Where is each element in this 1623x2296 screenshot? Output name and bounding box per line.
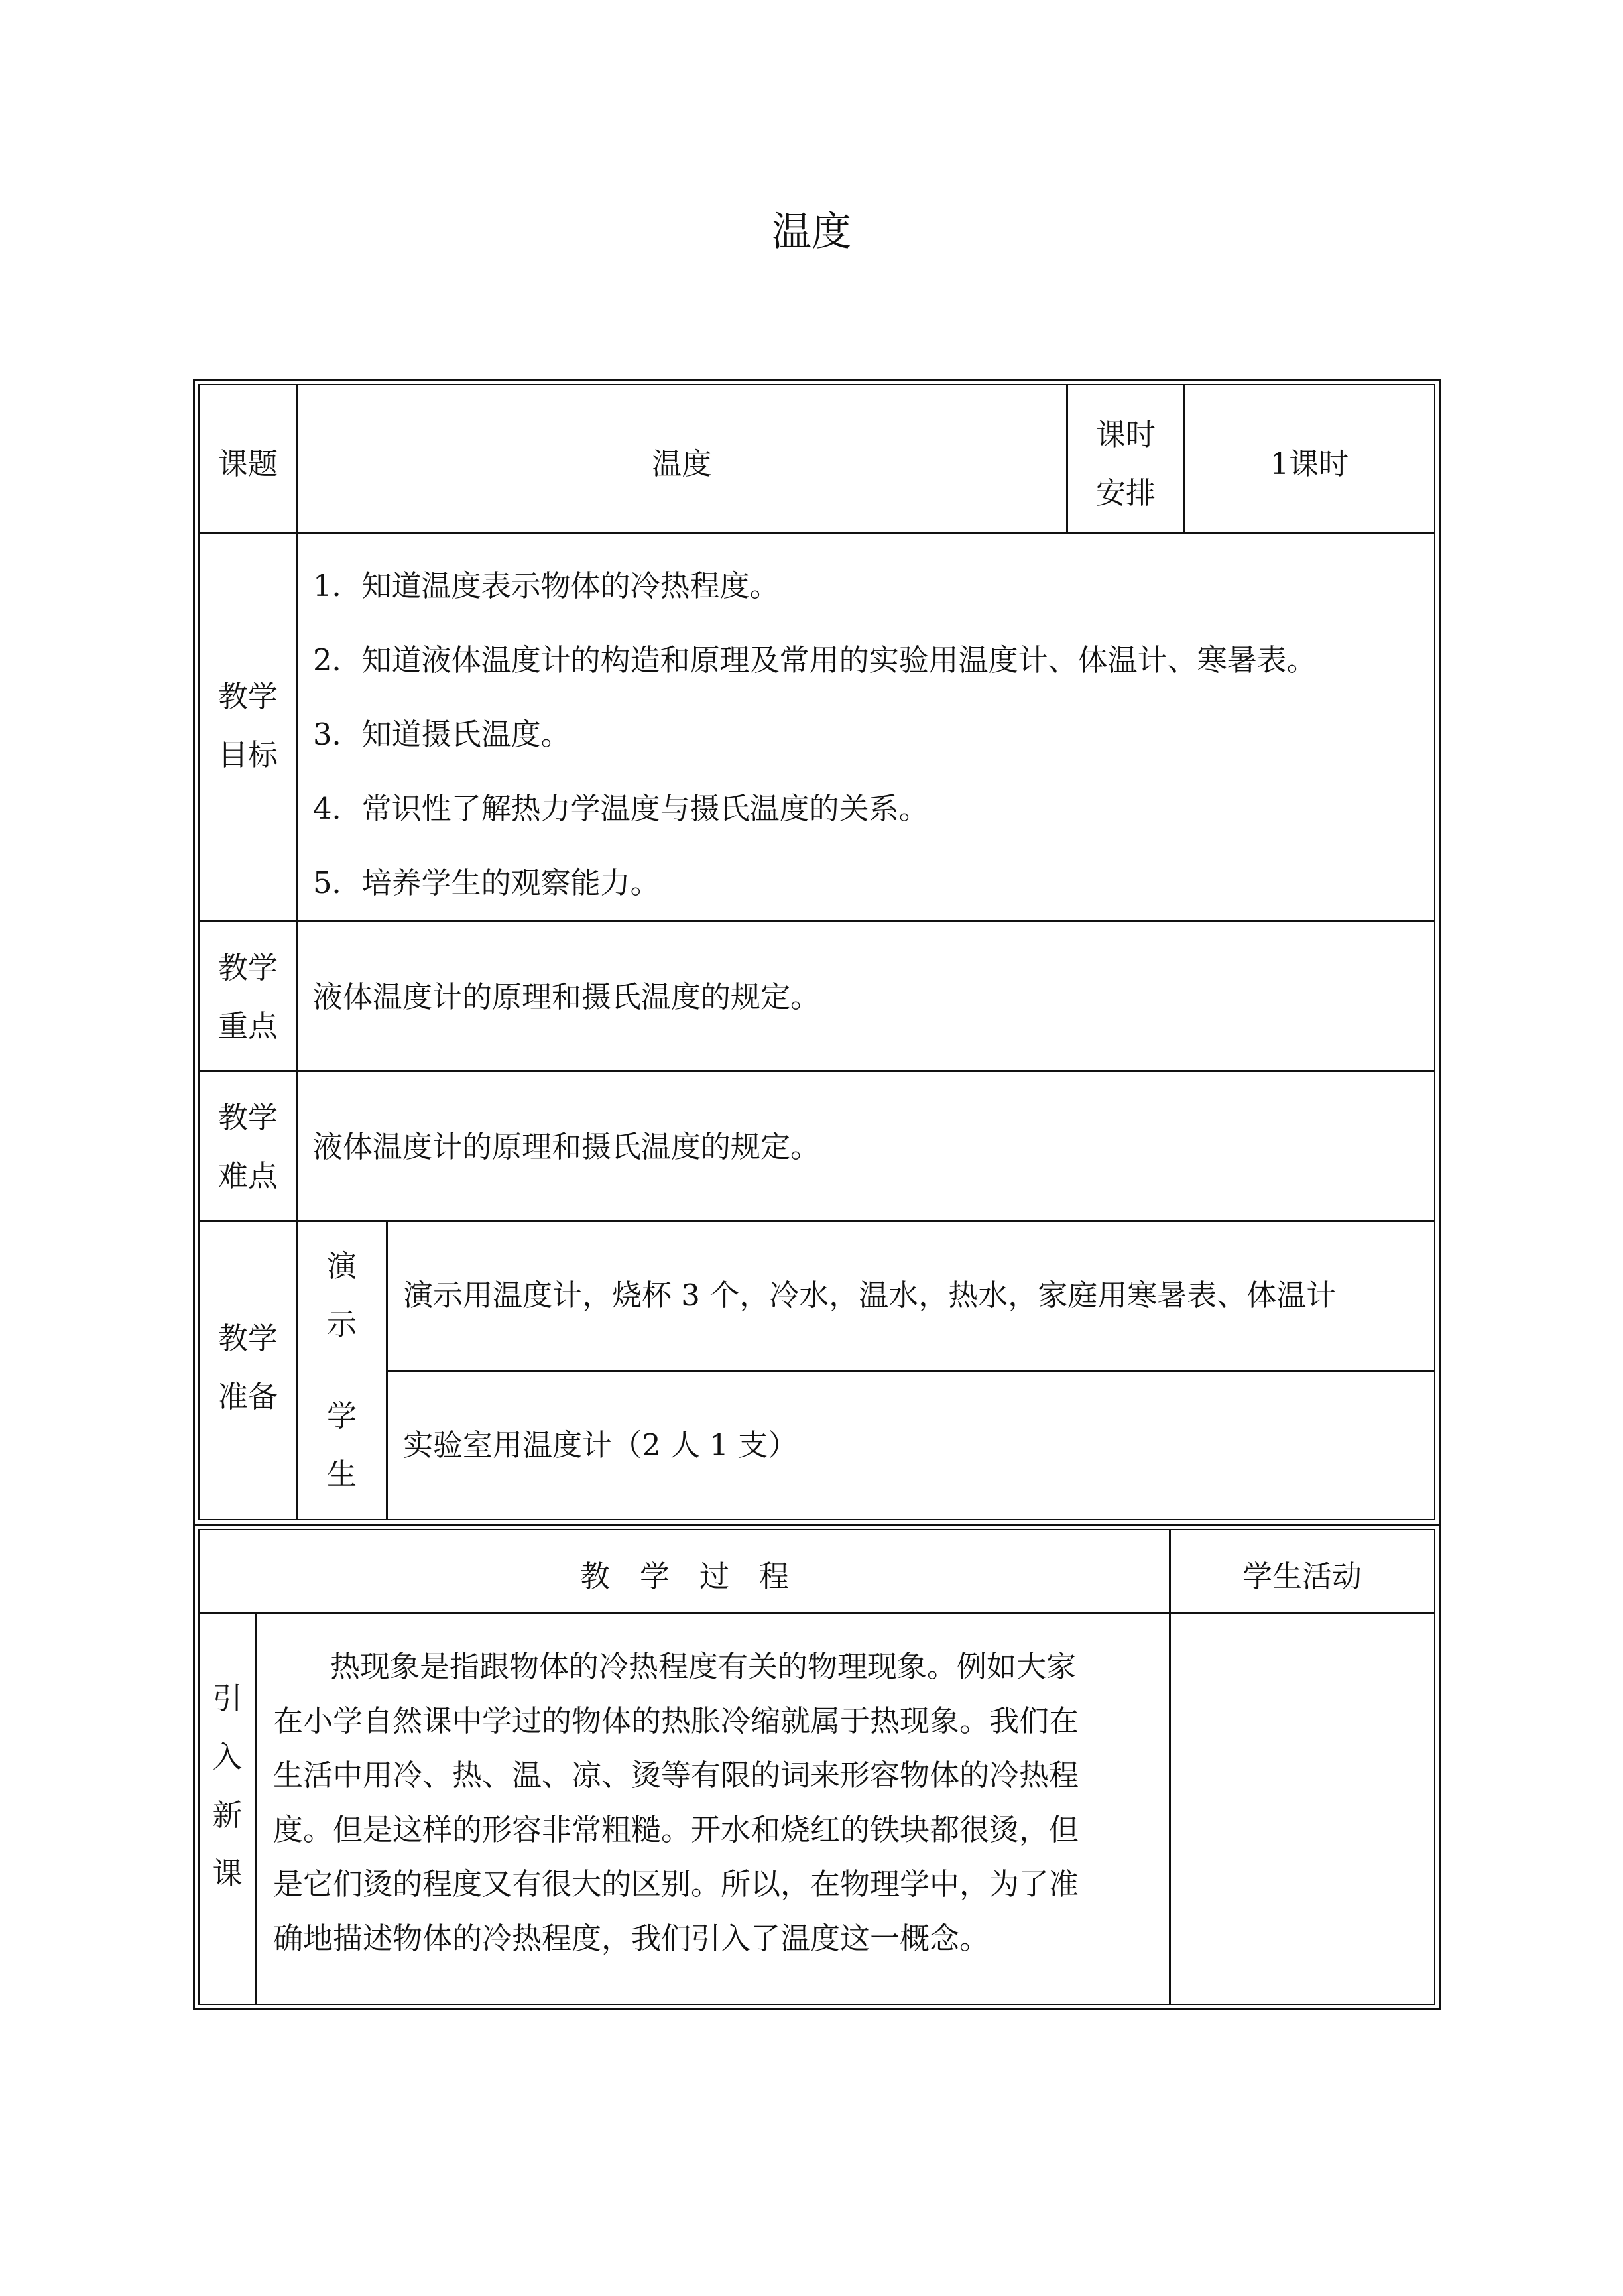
objective-item-1: 1．知道温度表示物体的冷热程度。 (313, 568, 780, 603)
key-points-label-line-1: 教学 (217, 950, 278, 985)
demo-text: 演示用温度计，烧杯 3 个，冷水，温水，热水，家庭用寒暑表、体温计 (403, 1278, 1337, 1313)
demo-label (298, 1237, 386, 1354)
student-label-line-1: 学 (326, 1398, 357, 1433)
difficulties-label-line-2: 难点 (217, 1158, 278, 1193)
intro-paragraph-line-3: 生活中用冷、热、温、凉、烫等有限的词来形容物体的冷热程 (273, 1758, 1079, 1793)
hours-label-line-1: 课时 (1095, 417, 1156, 452)
intro-label-char-1: 引 (212, 1681, 243, 1716)
objective-item-5: 5．培养学生的观察能力。 (313, 865, 660, 900)
student-activity-header: 学生活动 (1242, 1559, 1362, 1594)
demo-label-line-2: 示 (326, 1307, 357, 1342)
hours-label (1068, 404, 1183, 524)
hours-value: 1课时 (1270, 446, 1349, 481)
difficulties-label-line-1: 教学 (217, 1100, 278, 1135)
intro-label-char-4: 课 (212, 1856, 243, 1891)
student-label-line-2: 生 (326, 1457, 357, 1492)
intro-paragraph-line-5: 是它们烫的程度又有很大的区别。所以，在物理学中，为了准 (273, 1866, 1079, 1902)
difficulties-label (200, 1089, 296, 1205)
key-points-label-line-2: 重点 (217, 1008, 278, 1044)
intro-label (200, 1669, 255, 1903)
topic-value: 温度 (652, 446, 712, 481)
objectives-label-line-2: 目标 (217, 737, 278, 772)
topic-label: 课题 (217, 446, 278, 481)
objectives-label-line-1: 教学 (217, 679, 278, 714)
student-text: 实验室用温度计（2 人 1 支） (403, 1427, 798, 1463)
student-label (298, 1387, 386, 1504)
intro-label-char-2: 入 (212, 1739, 243, 1774)
intro-paragraph-line-2: 在小学自然课中学过的物体的热胀冷缩就属于热现象。我们在 (273, 1703, 1079, 1738)
objectives-label (200, 653, 296, 799)
key-points-text: 液体温度计的原理和摄氏温度的规定。 (313, 979, 821, 1014)
intro-paragraph-line-6: 确地描述物体的冷热程度，我们引入了温度这一概念。 (273, 1921, 990, 1956)
hours-label-line-2: 安排 (1095, 475, 1156, 511)
key-points-label (200, 939, 296, 1056)
demo-label-line-1: 演 (326, 1248, 357, 1284)
preparation-label-line-2: 准备 (217, 1379, 278, 1414)
objective-item-2: 2．知道液体温度计的构造和原理及常用的实验用温度计、体温计、寒暑表。 (313, 642, 1317, 678)
intro-label-char-3: 新 (212, 1797, 243, 1833)
intro-paragraph-line-1: 热现象是指跟物体的冷热程度有关的物理现象。例如大家 (330, 1649, 1077, 1684)
objective-item-4: 4．常识性了解热力学温度与摄氏温度的关系。 (313, 791, 929, 826)
difficulties-text: 液体温度计的原理和摄氏温度的规定。 (313, 1129, 821, 1164)
objective-item-3: 3．知道摄氏温度。 (313, 717, 571, 752)
preparation-label (200, 1309, 296, 1426)
process-header: 教 学 过 程 (579, 1559, 789, 1594)
intro-paragraph-line-4: 度。但是这样的形容非常粗糙。开水和烧红的铁块都很烫，但 (273, 1812, 1079, 1847)
preparation-label-line-1: 教学 (217, 1321, 278, 1356)
page-title: 温度 (772, 209, 851, 255)
